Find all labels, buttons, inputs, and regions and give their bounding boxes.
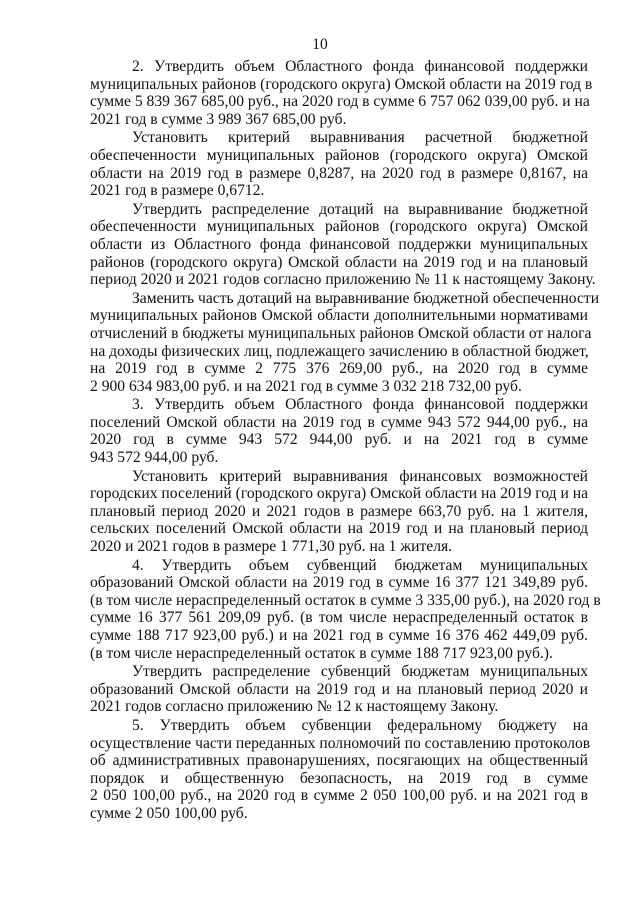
text-line: муниципальных районов (городского округа) Омской области на 2019 год в <box>90 75 593 93</box>
text-line: Установить критерий выравнивания финансовых возможностей <box>132 467 588 485</box>
paragraph <box>90 556 601 663</box>
text-line: 4. Утвердить объем субвенций бюджетам муниципальных <box>132 556 588 574</box>
text-line: сумме 16 377 561 209,09 руб. (в том числе нераспределенный остаток в <box>90 609 588 627</box>
text-line: 2. Утвердить объем Областного фонда финансовой поддержки <box>132 58 588 75</box>
text-line: 2 050 100,00 руб., на 2020 год в сумме 2 050 100,00 руб. и на 2021 год в <box>90 787 588 805</box>
paragraph <box>90 716 591 823</box>
text-line: муниципальных районов Омской области дополнительными нормативами <box>90 307 588 325</box>
paragraph <box>90 129 588 199</box>
text-line: 2021 год в сумме 3 989 367 685,00 руб. <box>90 110 347 128</box>
text-line: области из Областного фонда финансовой поддержки муниципальных <box>90 235 588 253</box>
text-line: 5. Утвердить объем субвенции федеральному бюджету на <box>132 716 588 734</box>
text-line: сумме 188 717 923,00 руб.) и на 2021 год в сумме 16 376 462 449,09 руб. <box>90 627 588 644</box>
text-line: 2020 год в сумме 943 572 944,00 руб. и на 2021 год в сумме <box>90 431 588 449</box>
text-line: Установить критерий выравнивания расчетной бюджетной <box>132 129 588 147</box>
text-line: Утвердить распределение субвенций бюджетам муниципальных <box>132 663 588 681</box>
text-line: об административных правонарушениях, посягающих на общественный <box>90 752 588 770</box>
paragraph <box>90 468 588 556</box>
text-line: 2 900 634 983,00 руб. и на 2021 год в сумме 3 032 218 732,00 руб. <box>90 377 522 395</box>
text-line: на 2019 год в сумме 2 775 376 269,00 руб., на 2020 год в сумме <box>90 360 588 378</box>
text-line: сумме 2 050 100,00 руб. <box>90 804 248 822</box>
text-line: (в том числе нераспределенный остаток в сумме 188 717 923,00 руб.). <box>90 644 553 662</box>
text-line: образований Омской области на 2019 год и на плановый период 2020 и <box>90 680 588 698</box>
text-line: городских поселений (городского округа) Омской области на 2019 год и на <box>90 485 588 503</box>
text-line: сельских поселений Омской области на 2019 год и на плановый период <box>90 520 588 538</box>
text-line: Заменить часть дотаций на выравнивание бюджетной обеспеченности <box>132 289 600 307</box>
text-line: Утвердить распределение дотаций на выравнивание бюджетной <box>132 200 588 218</box>
paragraph <box>90 663 588 716</box>
text-line: 943 572 944,00 руб. <box>90 449 219 467</box>
text-line: порядок и общественную безопасность, на 2019 год в сумме <box>90 769 588 787</box>
text-line: образований Омской области на 2019 год в сумме 16 377 121 349,89 руб. <box>90 574 588 592</box>
text-line: обеспеченности муниципальных районов (городского округа) Омской <box>90 146 588 164</box>
paragraph <box>90 58 593 128</box>
text-line: районов (городского округа) Омской области на 2019 год и на плановый <box>90 253 588 271</box>
text-line: отчислений в бюджеты муниципальных районов Омской области от налога <box>90 324 592 342</box>
paragraph <box>90 289 600 396</box>
page-number: 10 <box>312 36 328 53</box>
text-line: 2020 и 2021 годов в размере 1 771,30 руб. на 1 жителя. <box>90 538 453 556</box>
text-line: 2021 годов согласно приложению № 12 к настоящему Закону. <box>90 698 499 716</box>
text-line: осуществление части переданных полномочий по составлению протоколов <box>90 734 591 752</box>
text-line: сумме 5 839 367 685,00 руб., на 2020 год в сумме 6 757 062 039,00 руб. и на <box>90 93 590 111</box>
text-line: поселений Омской области на 2019 год в сумме 943 572 944,00 руб., на <box>90 413 588 431</box>
text-line: области на 2019 год в размере 0,8287, на 2020 год в размере 0,8167, на <box>90 164 588 182</box>
text-line: обеспеченности муниципальных районов (городского округа) Омской <box>90 218 588 236</box>
paragraph <box>90 396 588 466</box>
paragraph <box>90 200 596 289</box>
text-line: (в том числе нераспределенный остаток в сумме 3 335,00 руб.), на 2020 год в <box>90 591 601 609</box>
text-line: 3. Утвердить объем Областного фонда финансовой поддержки <box>132 396 588 414</box>
text-line: на доходы физических лиц, подлежащего зачислению в областной бюджет, <box>90 342 589 360</box>
text-line: 2021 год в размере 0,6712. <box>90 182 265 200</box>
document-body <box>90 58 601 824</box>
text-line: период 2020 и 2021 годов согласно приложению № 11 к настоящему Закону. <box>90 271 596 289</box>
text-line: плановый период 2020 и 2021 годов в размере 663,70 руб. на 1 жителя, <box>90 502 588 520</box>
